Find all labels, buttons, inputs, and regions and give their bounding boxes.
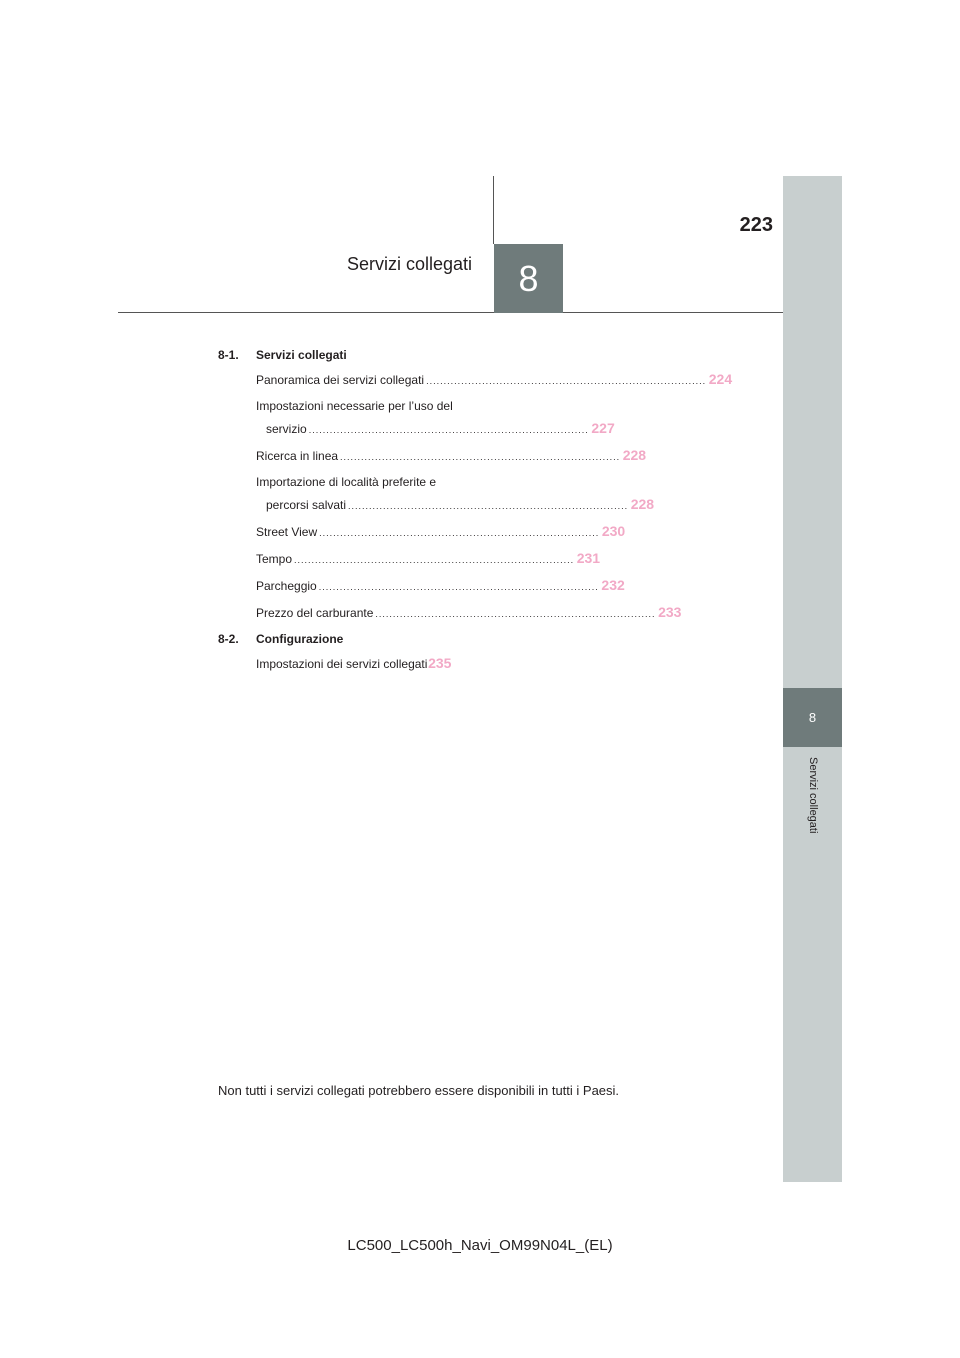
toc-page-link[interactable]: 231 [576,550,601,566]
toc-section-number: 8-2. [218,632,239,646]
toc-entry-title: Ricerca in linea [256,449,339,463]
toc-leader-dots: ................................................................................ [375,609,656,619]
toc-page-link[interactable]: 228 [622,447,647,463]
toc-entry[interactable] [256,368,733,392]
toc-page-link[interactable]: 235 [428,655,452,671]
header-vertical-rule [493,176,494,244]
toc-entry[interactable] [256,520,626,544]
toc-entry[interactable] [256,395,615,441]
toc-entry-title: Prezzo del carburante [256,606,374,620]
toc-page-link[interactable]: 233 [658,604,682,620]
toc-leader-dots: ................................................................................ [318,582,599,592]
toc-page-link[interactable]: 228 [630,496,655,512]
toc-section-heading [218,629,468,649]
toc-leader-dots: ................................................................................ [319,528,600,538]
chapter-title: Servizi collegati [346,254,472,274]
toc-leader-dots: ................................................................................ [340,452,621,462]
header-horizontal-rule [118,312,783,313]
toc-entry-title-cont: servizio [266,422,307,436]
toc-leader-dots: ................................................................................ [348,501,629,511]
toc-entry[interactable] [256,547,601,571]
toc-entry[interactable] [256,652,468,675]
toc-entry-title: Parcheggio [256,579,317,593]
side-tab-chapter-number[interactable]: 8 [783,688,842,747]
toc-page-link[interactable]: 224 [708,371,733,387]
toc-section-title: Servizi collegati [256,348,347,362]
toc-entry-title-cont: percorsi salvati [266,498,347,512]
toc-entry[interactable] [256,471,655,517]
availability-note: Non tutti i servizi collegati potrebbero essere disponibili in tutti i Paesi. [218,1083,620,1098]
page-number: 223 [739,214,773,236]
toc-page-link[interactable]: 232 [601,577,625,593]
toc-leader-dots: ................................................................................ [308,425,589,435]
side-tab-strip [783,176,842,1182]
toc-entry-title: Tempo [256,552,293,566]
toc-leader-dots: ................................................................................ [426,376,707,386]
toc-entry-title: Panoramica dei servizi collegati [256,373,425,387]
toc-entry-title: Street View [256,525,318,539]
toc-leader-dots: ................................................................................ [294,555,575,565]
toc-entry[interactable] [256,574,625,598]
toc-entry-title: Impostazioni dei servizi collegati [256,657,428,671]
toc-page-link[interactable]: 230 [601,523,626,539]
toc-entry[interactable] [256,444,647,468]
document-code-footer: LC500_LC500h_Navi_OM99N04L_(EL) [347,1237,613,1254]
side-tab-label [806,757,820,867]
side-tab-label-text: Servizi collegati [807,757,819,834]
table-of-contents [218,345,733,675]
toc-page-link[interactable]: 227 [591,420,615,436]
toc-entry[interactable] [256,601,682,625]
toc-entry-title: Impostazioni necessarie per l’uso del [256,399,453,413]
chapter-number-box: 8 [494,244,563,313]
toc-section-heading [218,345,468,365]
toc-section-title: Configurazione [256,632,344,646]
toc-section-number: 8-1. [218,348,239,362]
toc-entry-title: Importazione di località preferite e [256,475,437,489]
